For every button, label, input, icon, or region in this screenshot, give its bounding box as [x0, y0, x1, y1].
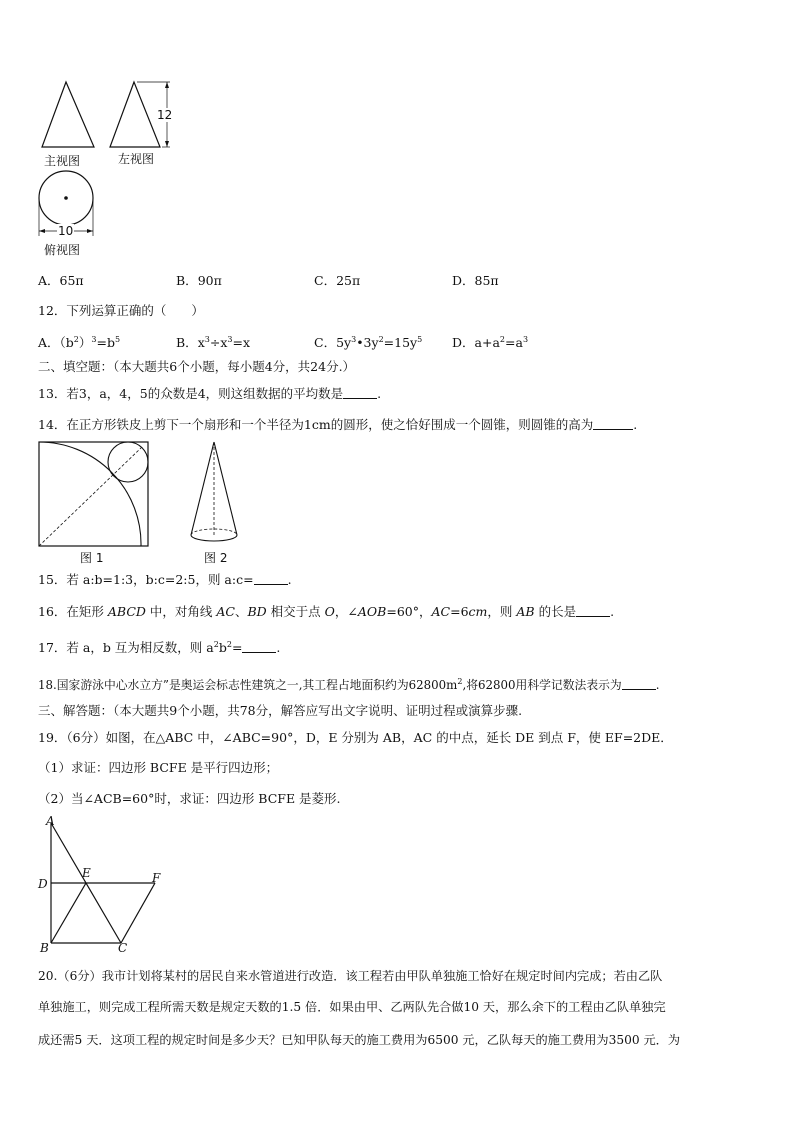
- front-view-triangle: [42, 82, 94, 147]
- q12-option-b: B．$x^3\div x^3=x$: [176, 335, 250, 350]
- q12-option-a: A．$(b^2)^3=b^5$: [38, 335, 121, 350]
- height-label: 12: [157, 108, 173, 122]
- q19-stem: 19．（6分）如图，在△ABC 中，∠ABC=90°，D，E 分别为 AB，AC 的中点，延长 DE 到点 F，使 EF=2DE．: [38, 730, 673, 745]
- point-b-label: B: [40, 941, 49, 955]
- q20-line-3: 成还需5 天．这项工程的规定时间是多少天？已知甲队每天的施工费用为6500 元，乙队每天的施工费用为3500 元．为: [38, 1033, 681, 1047]
- q15-text: 15．若 a:b=1:3，b:c=2:5，则 a:c= .: [38, 572, 292, 587]
- q11-option-c: C．25π: [314, 273, 361, 288]
- q19-figure: [34, 812, 170, 958]
- left-view-triangle: [110, 82, 160, 147]
- q19-part-2: （2）当∠ACB=60°时，求证：四边形 BCFE 是菱形.: [38, 791, 341, 806]
- point-f-label: F: [152, 871, 161, 885]
- q20-line-1: 20.（6分）我市计划将某村的居民自来水管道进行改造．该工程若由甲队单独施工恰好在规定时间内完成；若由乙队: [38, 969, 663, 983]
- q14-figure-2-cone: [188, 441, 240, 547]
- diameter-label: 10: [58, 224, 74, 238]
- q11-option-a: A．65π: [38, 273, 84, 288]
- q12-option-c: C．$5y^3•3y^2=15y^5$: [314, 335, 423, 350]
- point-d-label: D: [38, 877, 48, 891]
- section-fill-in-heading: 二、填空题：（本大题共6个小题，每小题4分，共24分.）: [38, 359, 356, 374]
- q13-text: 13．若3，a，4，5的众数是4，则这组数据的平均数是 .: [38, 386, 382, 401]
- q18-text: 18.国家游泳中心水立方”是奥运会标志性建筑之一,其工程占地面积约为$62800m^2$,将62800用科学记数法表示为 .: [38, 677, 660, 692]
- q14-figure-1-caption: 图 1: [80, 551, 104, 565]
- q16-text: 16．在矩形 ABCD 中，对角线 AC、BD 相交于点 O，∠AOB=60°，AC=6cm，则 AB 的长是 .: [38, 604, 615, 619]
- q17-text: 17．若 a，b 互为相反数，则 $a^2b^2=$ .: [38, 640, 281, 655]
- point-a-label: A: [46, 814, 55, 828]
- q11-option-d: D．85π: [452, 273, 499, 288]
- q12-option-d: D．$a+a^2=a^3$: [452, 335, 529, 350]
- front-view-label: 主视图: [44, 154, 81, 168]
- q14-figure-1: [38, 441, 150, 549]
- q11-option-b: B．90π: [176, 273, 222, 288]
- q20-line-2: 单独施工，则完成工程所需天数是规定天数的1.5 倍．如果由甲、乙两队先合做10 天，那么余下的工程由乙队单独完: [38, 1000, 666, 1014]
- point-c-label: C: [118, 941, 128, 955]
- q14-text: 14．在正方形铁皮上剪下一个扇形和一个半径为1cm的圆形，使之恰好围成一个圆锥，则圆锥的高为 .: [38, 417, 638, 432]
- three-view-figure: [30, 74, 190, 264]
- section-solution-heading: 三、解答题：（本大题共9个小题，共78分，解答应写出文字说明、证明过程或演算步骤.: [38, 703, 523, 718]
- q14-figure-2-caption: 图 2: [204, 551, 228, 565]
- q12-stem: 12．下列运算正确的（ ）: [38, 303, 204, 318]
- q19-part-1: （1）求证：四边形 BCFE 是平行四边形；: [38, 760, 279, 775]
- top-view-label: 俯视图: [44, 243, 81, 257]
- point-e-label: E: [82, 866, 91, 880]
- left-view-label: 左视图: [118, 152, 155, 166]
